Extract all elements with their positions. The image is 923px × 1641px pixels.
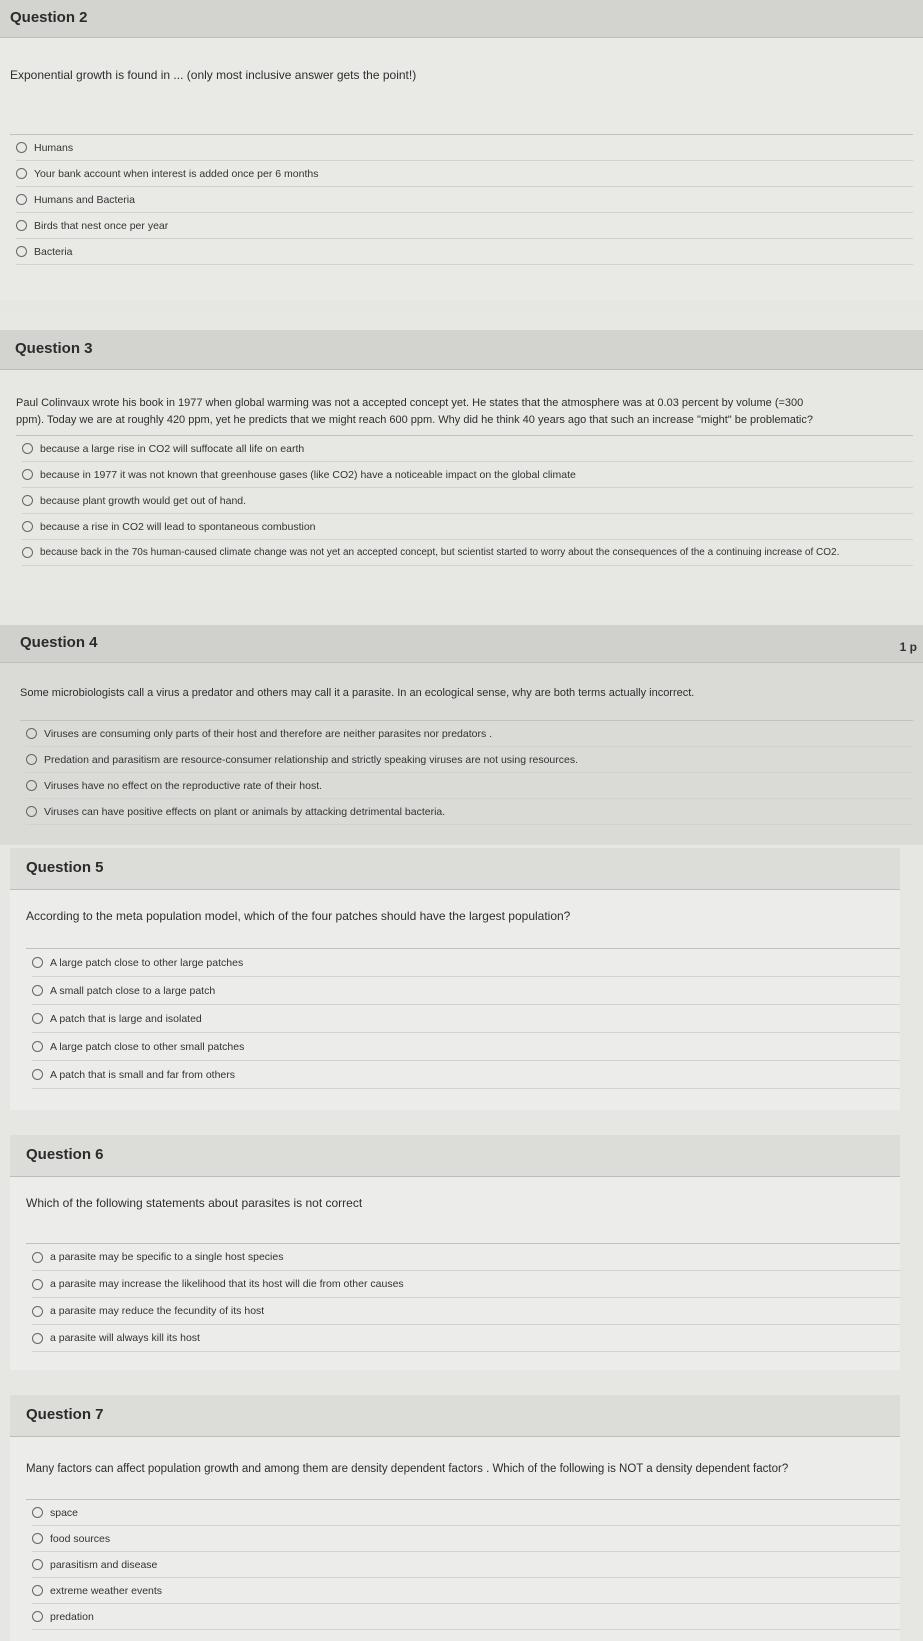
radio-button-icon[interactable] xyxy=(32,1559,43,1570)
question-3-title: Question 3 xyxy=(15,340,93,357)
radio-button-icon[interactable] xyxy=(26,780,37,791)
answer-option[interactable]: A patch that is large and isolated xyxy=(32,1005,900,1033)
answer-option[interactable]: because back in the 70s human-caused climate change was not yet an accepted concept, but scientist started to worry about the consequences of the a continuing increase of CO2. xyxy=(22,540,913,566)
question-6-header xyxy=(10,1135,900,1177)
answer-option[interactable]: Your bank account when interest is added once per 6 months xyxy=(16,161,913,187)
radio-button-icon[interactable] xyxy=(32,1585,43,1596)
answer-option[interactable]: predation xyxy=(32,1604,900,1630)
answer-option[interactable]: a parasite may be specific to a single host species xyxy=(32,1244,900,1271)
answer-option[interactable]: A large patch close to other small patches xyxy=(32,1033,900,1061)
answer-option[interactable]: because in 1977 it was not known that greenhouse gases (like CO2) have a noticeable impact on the global climate xyxy=(22,462,913,488)
answer-option[interactable]: A patch that is small and far from others xyxy=(32,1061,900,1089)
question-5-title: Question 5 xyxy=(26,859,104,876)
question-6-panel xyxy=(10,1135,900,1370)
answer-option[interactable]: parasitism and disease xyxy=(32,1552,900,1578)
answer-option[interactable]: because a large rise in CO2 will suffocate all life on earth xyxy=(22,436,913,462)
question-5-panel xyxy=(10,848,900,1110)
radio-button-icon[interactable] xyxy=(32,1333,43,1344)
answer-option[interactable]: a parasite may increase the likelihood that its host will die from other causes xyxy=(32,1271,900,1298)
answer-option[interactable]: because plant growth would get out of hand. xyxy=(22,488,913,514)
question-4-points: 1 p xyxy=(899,640,917,654)
question-3-panel xyxy=(0,310,923,600)
radio-button-icon[interactable] xyxy=(22,495,33,506)
answer-option[interactable]: Bacteria xyxy=(16,239,913,265)
question-5-text: According to the meta population model, which of the four patches should have the largest population? xyxy=(26,909,571,923)
question-6-text: Which of the following statements about parasites is not correct xyxy=(26,1196,363,1210)
question-4-panel xyxy=(0,625,923,845)
radio-button-icon[interactable] xyxy=(26,754,37,765)
question-6-title: Question 6 xyxy=(26,1146,104,1163)
question-7-header xyxy=(10,1395,900,1437)
question-3-text-line-1: Paul Colinvaux wrote his book in 1977 when global warming was not a accepted concept yet. He states that the atmosphere was at 0.03 percent by volume (=300 xyxy=(16,397,804,409)
radio-button-icon[interactable] xyxy=(32,957,43,968)
radio-button-icon[interactable] xyxy=(22,443,33,454)
question-2-title: Question 2 xyxy=(10,9,88,26)
radio-button-icon[interactable] xyxy=(32,1279,43,1290)
radio-button-icon[interactable] xyxy=(32,1611,43,1622)
question-3-text-line-2: ppm). Today we are at roughly 420 ppm, yet he predicts that we might reach 600 ppm. Why did he think 40 years ago that such an increase "might" be problematic? xyxy=(16,414,813,426)
answer-option[interactable]: a parasite may reduce the fecundity of its host xyxy=(32,1298,900,1325)
answer-option[interactable]: A small patch close to a large patch xyxy=(32,977,900,1005)
question-4-text: Some microbiologists call a virus a predator and others may call it a parasite. In an ecological sense, why are both terms actually incorrect. xyxy=(20,687,695,699)
question-2-header xyxy=(0,0,923,38)
answer-option[interactable]: A large patch close to other large patches xyxy=(32,949,900,977)
radio-button-icon[interactable] xyxy=(22,469,33,480)
answer-option[interactable]: extreme weather events xyxy=(32,1578,900,1604)
radio-button-icon[interactable] xyxy=(32,1013,43,1024)
answer-option[interactable]: Humans and Bacteria xyxy=(16,187,913,213)
radio-button-icon[interactable] xyxy=(22,521,33,532)
question-4-title: Question 4 xyxy=(20,634,98,651)
radio-button-icon[interactable] xyxy=(32,985,43,996)
radio-button-icon[interactable] xyxy=(22,547,33,558)
radio-button-icon[interactable] xyxy=(16,220,27,231)
answer-option[interactable]: because a rise in CO2 will lead to spontaneous combustion xyxy=(22,514,913,540)
question-7-title: Question 7 xyxy=(26,1406,104,1423)
radio-button-icon[interactable] xyxy=(32,1306,43,1317)
radio-button-icon[interactable] xyxy=(32,1507,43,1518)
answer-option[interactable]: Humans xyxy=(16,135,913,161)
radio-button-icon[interactable] xyxy=(32,1252,43,1263)
question-3-header xyxy=(0,330,923,370)
question-7-panel xyxy=(10,1395,900,1641)
question-2-panel xyxy=(0,0,923,300)
answer-option[interactable]: a parasite will always kill its host xyxy=(32,1325,900,1352)
answer-option[interactable]: food sources xyxy=(32,1526,900,1552)
answer-option[interactable]: Viruses are consuming only parts of their host and therefore are neither parasites nor predators . xyxy=(26,721,913,747)
radio-button-icon[interactable] xyxy=(32,1041,43,1052)
question-7-text: Many factors can affect population growth and among them are density dependent factors . Which of the following is NOT a density dependent factor? xyxy=(26,1463,789,1475)
radio-button-icon[interactable] xyxy=(26,728,37,739)
question-2-text: Exponential growth is found in ... (only most inclusive answer gets the point!) xyxy=(10,68,417,82)
answer-option[interactable]: Viruses have no effect on the reproductive rate of their host. xyxy=(26,773,913,799)
radio-button-icon[interactable] xyxy=(16,246,27,257)
answer-option[interactable]: space xyxy=(32,1500,900,1526)
radio-button-icon[interactable] xyxy=(32,1069,43,1080)
answer-option[interactable]: Predation and parasitism are resource-consumer relationship and strictly speaking viruses are not using resources. xyxy=(26,747,913,773)
answer-option[interactable]: Birds that nest once per year xyxy=(16,213,913,239)
answer-option[interactable]: Viruses can have positive effects on plant or animals by attacking detrimental bacteria. xyxy=(26,799,913,825)
radio-button-icon[interactable] xyxy=(26,806,37,817)
radio-button-icon[interactable] xyxy=(16,168,27,179)
question-4-header xyxy=(0,625,923,663)
radio-button-icon[interactable] xyxy=(32,1533,43,1544)
question-5-header xyxy=(10,848,900,890)
radio-button-icon[interactable] xyxy=(16,194,27,205)
radio-button-icon[interactable] xyxy=(16,142,27,153)
